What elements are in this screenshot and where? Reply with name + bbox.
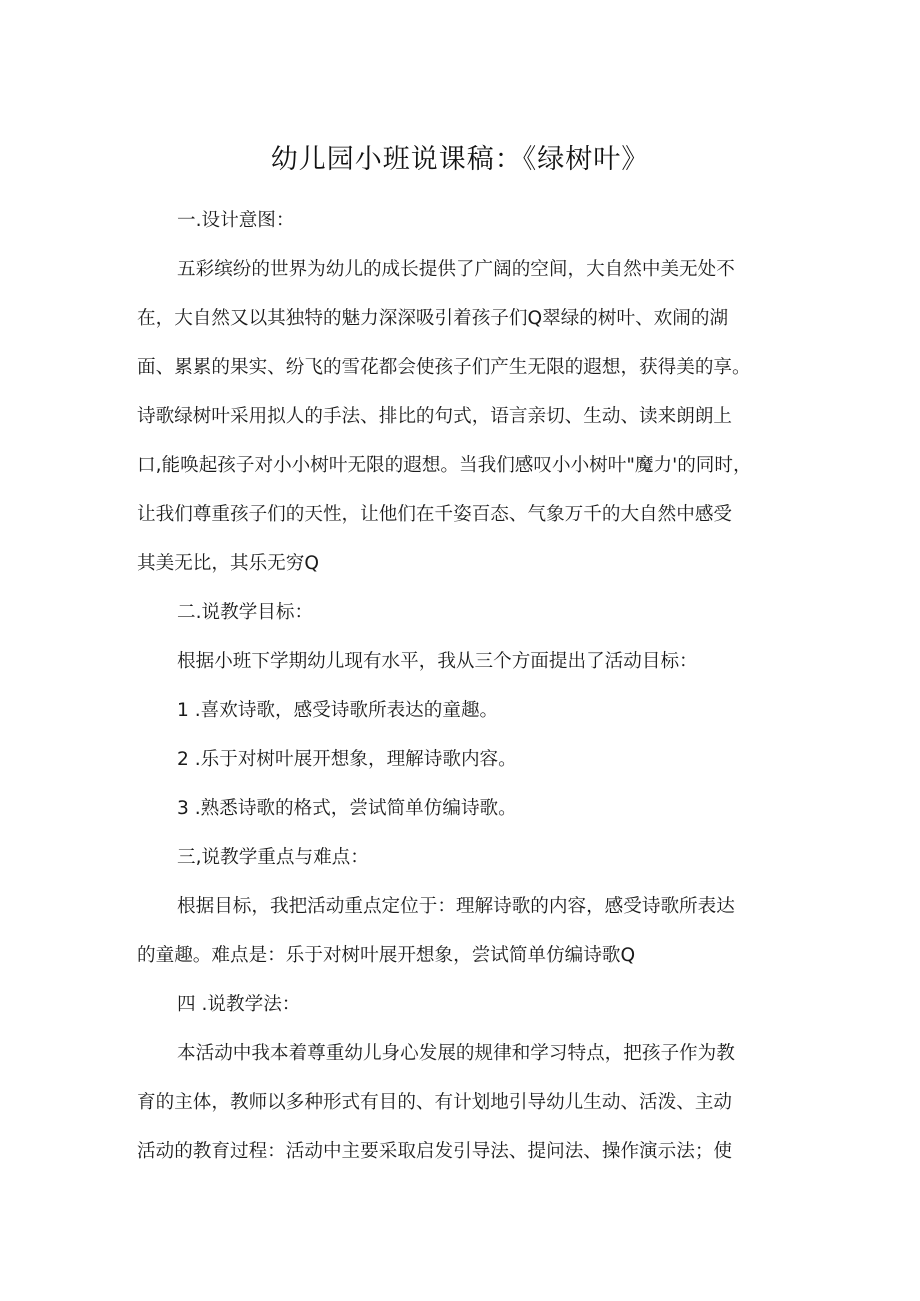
paragraph-line: 的童趣。难点是：乐于对树叶展开想象，尝试简单仿编诗歌Q (137, 945, 636, 966)
paragraph-line: 育的主体，教师以多种形式有目的、有计划地引导幼儿生动、活泼、主动 (137, 1092, 733, 1113)
paragraph-line: 让我们尊重孩子们的天性，让他们在千姿百态、气象万千的大自然中感受 (137, 504, 733, 525)
paragraph-line: 活动的教育过程：活动中主要采取启发引导法、提问法、操作演示法；使 (137, 1141, 733, 1162)
section-heading-teaching-method: 四 .说教学法： (177, 994, 301, 1015)
list-item: 2 .乐于对树叶展开想象，理解诗歌内容。 (177, 749, 517, 770)
paragraph-line: 根据目标，我把活动重点定位于：理解诗歌的内容，感受诗歌所表达 (177, 896, 735, 917)
paragraph-line: 其美无比，其乐无穷Q (137, 553, 319, 574)
paragraph-line: 面、累累的果实、纷飞的雪花都会使孩子们产生无限的遐想，获得美的享。 (137, 357, 751, 378)
section-heading-key-points: 三,说教学重点与难点： (177, 847, 369, 868)
paragraph-line: 本活动中我本着尊重幼儿身心发展的规律和学习特点，把孩子作为教 (177, 1043, 735, 1064)
page-title: 幼儿园小班说课稿：《绿树叶》 (270, 144, 650, 175)
section-heading-teaching-goals: 二.说教学目标： (177, 602, 314, 623)
paragraph-line: 根据小班下学期幼儿现有水平，我从三个方面提出了活动目标： (177, 651, 698, 672)
paragraph-line: 在，大自然又以其独特的魅力深深吸引着孩子们Q翠绿的树叶、欢闹的湖 (137, 308, 729, 329)
section-heading-design-intent: 一.设计意图： (177, 210, 295, 231)
list-item: 3 .熟悉诗歌的格式，尝试简单仿编诗歌。 (177, 798, 517, 819)
paragraph-line: 诗歌绿树叶采用拟人的手法、排比的句式，语言亲切、生动、读来朗朗上 (137, 406, 733, 427)
list-item: 1 .喜欢诗歌，感受诗歌所表达的童趣。 (177, 700, 499, 721)
paragraph-line: 五彩缤纷的世界为幼儿的成长提供了广阔的空间，大自然中美无处不 (177, 259, 735, 280)
paragraph-line: 口,能唤起孩子对小小树叶无限的遐想。当我们感叹小小树叶"魔力'的同时， (137, 455, 752, 476)
document-body (137, 196, 802, 1176)
